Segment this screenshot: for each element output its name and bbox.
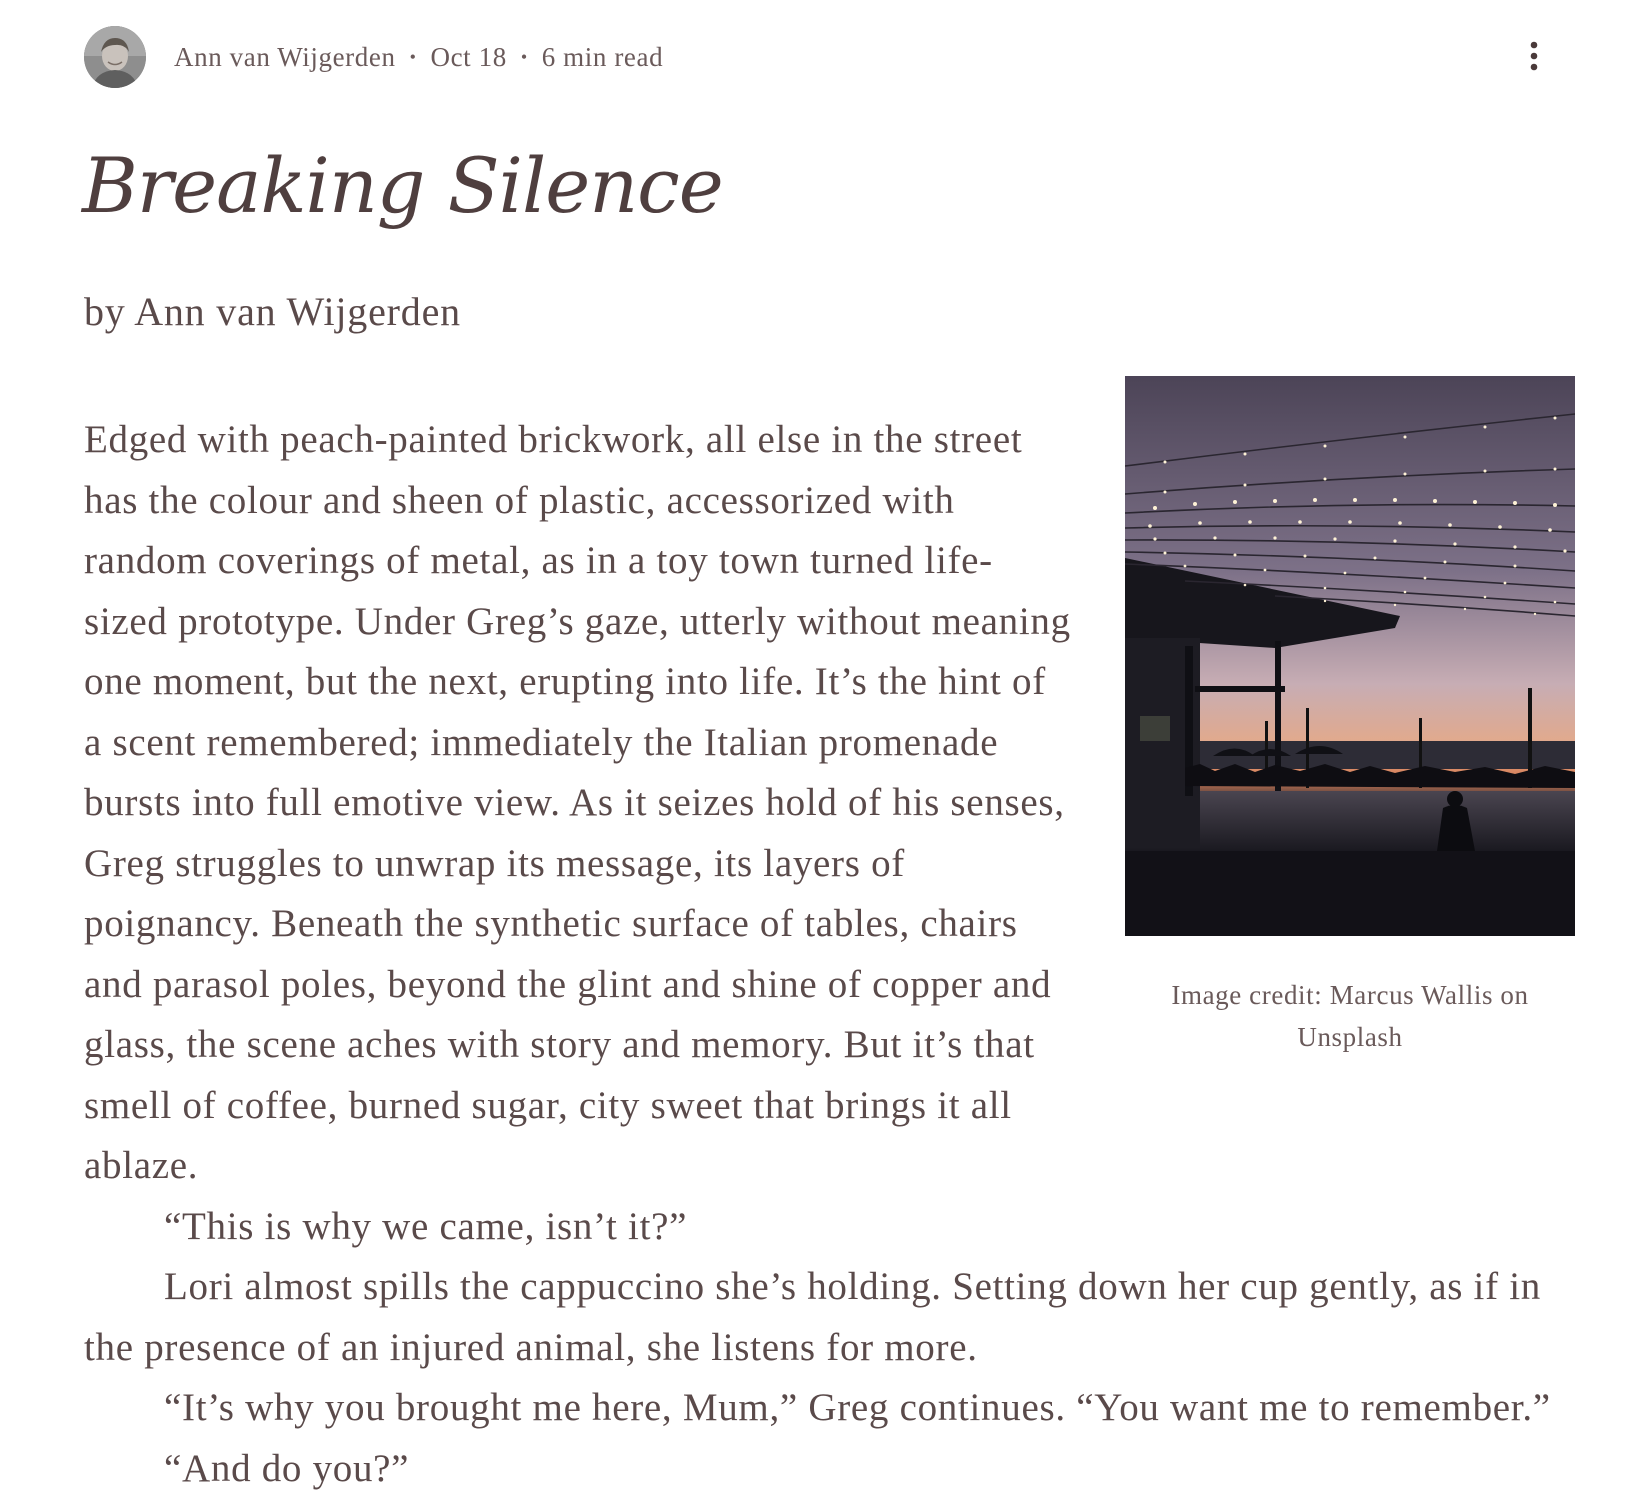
body-paragraph: “And do you?” [84, 1439, 1584, 1499]
body-paragraph: “It’s why you brought me here, Mum,” Greg continues. “You want me to remember.” [84, 1378, 1584, 1439]
post-title: Breaking Silence [82, 140, 723, 231]
meta-author-link[interactable]: Ann van Wijgerden [174, 42, 396, 73]
post-meta-text [174, 42, 663, 73]
meta-read-time: 6 min read [542, 42, 663, 73]
body-paragraph: “This is why we came, isn’t it?” [84, 1197, 1584, 1258]
body-paragraph: Lori almost spills the cappuccino she’s holding. Setting down her cup gently, as if in the presence of an injured animal, she listens for more. [84, 1257, 1584, 1378]
avatar-image [84, 26, 146, 88]
post-meta-bar [84, 26, 1574, 88]
author-avatar[interactable] [84, 26, 146, 88]
meta-separator: • [410, 47, 417, 68]
meta-separator: • [521, 47, 528, 68]
more-actions-button[interactable] [1514, 36, 1554, 76]
image-caption: Image credit: Marcus Wallis on Unsplash [1125, 974, 1575, 1058]
body-paragraph: Edged with peach-painted brickwork, all else in the street has the colour and sheen of plastic, accessorized with random coverings of metal, as in a toy town turned life-sized prototype. Under Greg’s gaze, utterly without meaning one moment, but the next, erupting into life. It’s the hint of a scent remembered; immediately the Italian promenade bursts into full emotive view. As it seizes hold of his senses, Greg struggles to unwrap its message, its layers of poignancy. Beneath the synthetic surface of tables, chairs and parasol poles, beyond the glint and shine of copper and glass, the scene aches with story and memory. But it’s that smell of coffee, burned sugar, city sweet that brings it all ablaze. [84, 410, 1074, 1197]
post-body [84, 410, 1584, 1499]
more-vertical-icon [1530, 41, 1538, 71]
post-byline: by Ann van Wijgerden [84, 288, 461, 335]
meta-date: Oct 18 [430, 42, 506, 73]
